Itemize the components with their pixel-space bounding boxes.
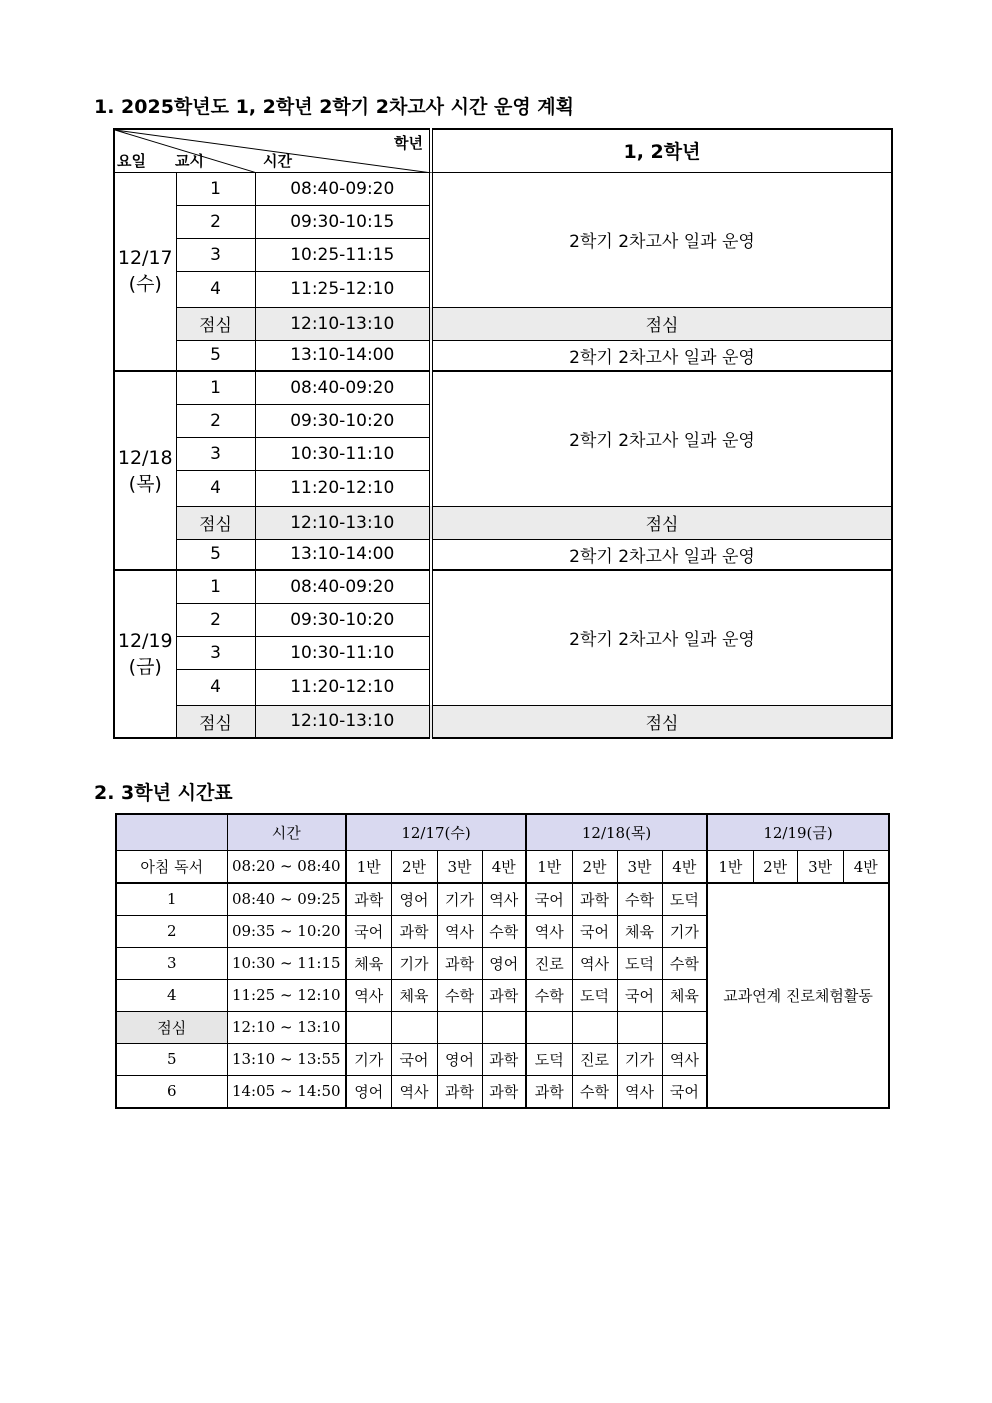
subject-cell: 과학: [526, 1075, 572, 1108]
time-cell: 12:10-13:10: [255, 705, 431, 738]
class-header-cell: 2반: [391, 850, 437, 883]
time-cell: 12:10 ~ 13:10: [227, 1011, 346, 1043]
subject-cell: 영어: [346, 1075, 391, 1108]
period-cell: 4: [116, 979, 227, 1011]
day-cell: [114, 172, 176, 371]
time-cell: 12:10-13:10: [255, 506, 431, 539]
subject-cell: 체육: [617, 915, 662, 947]
class-header-cell: 3반: [437, 850, 482, 883]
timetable-header-row: [116, 814, 889, 850]
period-cell: 3: [116, 947, 227, 979]
day-label: 요일: [117, 151, 146, 170]
lunch-cell: 점심: [431, 705, 892, 738]
period-cell: 5: [116, 1043, 227, 1075]
time-label: 시간: [263, 151, 292, 170]
subject-cell: 과학: [482, 1075, 526, 1108]
subject-cell: 국어: [617, 979, 662, 1011]
class-header-cell: 1반: [346, 850, 391, 883]
day-weekday: (수): [128, 273, 162, 296]
period-cell: 5: [176, 539, 255, 570]
time-cell: 08:40 ~ 09:25: [227, 883, 346, 916]
section1-heading: 1. 2025학년도 1, 2학년 2학기 2차고사 시간 운영 계획: [94, 96, 575, 118]
exam-block-cell: 2학기 2차고사 일과 운영: [431, 340, 892, 371]
subject-cell: 과학: [572, 883, 617, 916]
time-cell: 13:10-14:00: [255, 539, 431, 570]
time-cell: 10:30-11:10: [255, 636, 431, 669]
exam-period-row: [114, 570, 892, 603]
period-cell: 1: [176, 371, 255, 404]
period-cell: 4: [176, 470, 255, 506]
exam-period-row: [114, 307, 892, 340]
subject-cell: 수학: [662, 947, 707, 979]
exam-period-row: [114, 371, 892, 404]
subject-cell: [617, 1011, 662, 1043]
time-cell: 12:10-13:10: [255, 307, 431, 340]
period-cell: 2: [176, 404, 255, 437]
subject-cell: 수학: [482, 915, 526, 947]
day-weekday: (금): [128, 656, 162, 678]
exam-period-row: [114, 506, 892, 539]
time-cell: 10:30-11:10: [255, 437, 431, 470]
subject-cell: 역사: [617, 1075, 662, 1108]
period-cell: 3: [176, 437, 255, 470]
subject-cell: 기가: [662, 915, 707, 947]
subject-cell: 영어: [391, 883, 437, 916]
subject-cell: 기가: [346, 1043, 391, 1075]
subject-cell: 과학: [437, 947, 482, 979]
exam-block-cell: 2학기 2차고사 일과 운영: [431, 371, 892, 506]
class-header-cell: 3반: [797, 850, 843, 883]
class-header-cell: 1반: [526, 850, 572, 883]
exam-block-cell: 2학기 2차고사 일과 운영: [431, 172, 892, 307]
time-cell: 11:25-12:10: [255, 271, 431, 307]
period-cell: 점심: [176, 506, 255, 539]
subject-cell: 기가: [391, 947, 437, 979]
subject-cell: [482, 1011, 526, 1043]
time-cell: 11:20-12:10: [255, 470, 431, 506]
class-header-cell: 4반: [662, 850, 707, 883]
subject-cell: 영어: [482, 947, 526, 979]
day-weekday: (목): [128, 472, 162, 495]
day-header: 12/17(수): [346, 814, 526, 850]
period-cell: 2: [176, 603, 255, 636]
lunch-cell: 점심: [431, 506, 892, 539]
class-header-cell: 1반: [707, 850, 753, 883]
period-cell: 4: [176, 271, 255, 307]
subject-cell: [391, 1011, 437, 1043]
period-cell: 점심: [116, 1011, 227, 1043]
subject-cell: 역사: [346, 979, 391, 1011]
subject-cell: [572, 1011, 617, 1043]
class-header-cell: 2반: [753, 850, 797, 883]
time-header: 시간: [227, 814, 346, 850]
subject-cell: 체육: [346, 947, 391, 979]
period-cell: 6: [116, 1075, 227, 1108]
subject-cell: 역사: [482, 883, 526, 916]
period-cell: 3: [176, 238, 255, 271]
time-cell: 14:05 ~ 14:50: [227, 1075, 346, 1108]
exam-schedule-table: [113, 128, 893, 739]
exam-period-row: [114, 705, 892, 738]
exam-period-row: [114, 340, 892, 371]
class-header-cell: 2반: [572, 850, 617, 883]
subject-cell: 영어: [437, 1043, 482, 1075]
subject-cell: 역사: [572, 947, 617, 979]
exam-period-row: [114, 539, 892, 570]
exam-table-header: [114, 129, 892, 172]
time-cell: 08:40-09:20: [255, 371, 431, 404]
subject-cell: 기가: [437, 883, 482, 916]
subject-cell: 과학: [346, 883, 391, 916]
day-header: 12/19(금): [707, 814, 889, 850]
friday-activity-cell: 교과연계 진로체험활동: [707, 883, 889, 1108]
subject-cell: 역사: [526, 915, 572, 947]
subject-cell: 체육: [662, 979, 707, 1011]
subject-cell: 역사: [662, 1043, 707, 1075]
period-cell: 2: [176, 205, 255, 238]
subject-cell: 국어: [572, 915, 617, 947]
time-cell: 08:40-09:20: [255, 570, 431, 603]
subject-cell: 도덕: [572, 979, 617, 1011]
time-cell: 09:30-10:20: [255, 404, 431, 437]
class-header-cell: 4반: [482, 850, 526, 883]
subject-cell: 진로: [526, 947, 572, 979]
lunch-cell: 점심: [431, 307, 892, 340]
subject-cell: 과학: [437, 1075, 482, 1108]
subject-cell: 국어: [526, 883, 572, 916]
morning-reading-time: 08:20 ~ 08:40: [227, 850, 346, 883]
time-cell: 11:20-12:10: [255, 669, 431, 705]
subject-cell: 역사: [391, 1075, 437, 1108]
class-header-cell: 3반: [617, 850, 662, 883]
grade-label: 학년: [394, 134, 423, 152]
subject-cell: [526, 1011, 572, 1043]
period-cell: 3: [176, 636, 255, 669]
grade3-timetable: [115, 813, 890, 1109]
subject-cell: 기가: [617, 1043, 662, 1075]
period-cell: 1: [176, 172, 255, 205]
subject-cell: 수학: [526, 979, 572, 1011]
time-cell: 10:30 ~ 11:15: [227, 947, 346, 979]
subject-cell: 도덕: [662, 883, 707, 916]
subject-cell: 과학: [482, 1043, 526, 1075]
exam-block-cell: 2학기 2차고사 일과 운영: [431, 539, 892, 570]
timetable-row: [116, 883, 889, 916]
time-cell: 09:30-10:20: [255, 603, 431, 636]
subject-cell: 체육: [391, 979, 437, 1011]
time-cell: 10:25-11:15: [255, 238, 431, 271]
exam-block-cell: 2학기 2차고사 일과 운영: [431, 570, 892, 705]
section2-heading: 2. 3학년 시간표: [94, 782, 233, 804]
subject-cell: [662, 1011, 707, 1043]
subject-cell: [346, 1011, 391, 1043]
day-date: 12/19: [117, 630, 173, 652]
subject-cell: 도덕: [526, 1043, 572, 1075]
day-cell: [114, 371, 176, 570]
diagonal-header-cell: [114, 129, 431, 172]
subject-cell: 수학: [437, 979, 482, 1011]
subject-cell: [437, 1011, 482, 1043]
subject-cell: 수학: [572, 1075, 617, 1108]
subject-cell: 국어: [662, 1075, 707, 1108]
day-date: 12/17: [117, 247, 173, 270]
subject-cell: 과학: [482, 979, 526, 1011]
subject-cell: 도덕: [617, 947, 662, 979]
time-cell: 13:10 ~ 13:55: [227, 1043, 346, 1075]
subject-cell: 진로: [572, 1043, 617, 1075]
period-cell: 4: [176, 669, 255, 705]
subject-cell: 수학: [617, 883, 662, 916]
period-label: 교시: [175, 151, 204, 170]
period-cell: 점심: [176, 307, 255, 340]
morning-reading-label: 아침 독서: [116, 850, 227, 883]
period-cell: 1: [116, 883, 227, 916]
day-cell: [114, 570, 176, 738]
grades-header: 1, 2학년: [431, 129, 892, 172]
day-date: 12/18: [117, 446, 173, 469]
time-cell: 11:25 ~ 12:10: [227, 979, 346, 1011]
day-header: 12/18(목): [526, 814, 707, 850]
subject-cell: 국어: [391, 1043, 437, 1075]
blank-header-cell: [116, 814, 227, 850]
period-cell: 점심: [176, 705, 255, 738]
time-cell: 08:40-09:20: [255, 172, 431, 205]
period-cell: 1: [176, 570, 255, 603]
class-header-row: [116, 850, 889, 883]
subject-cell: 역사: [437, 915, 482, 947]
time-cell: 09:35 ~ 10:20: [227, 915, 346, 947]
exam-period-row: [114, 172, 892, 205]
subject-cell: 국어: [346, 915, 391, 947]
subject-cell: 과학: [391, 915, 437, 947]
period-cell: 5: [176, 340, 255, 371]
class-header-cell: 4반: [843, 850, 889, 883]
time-cell: 13:10-14:00: [255, 340, 431, 371]
time-cell: 09:30-10:15: [255, 205, 431, 238]
period-cell: 2: [116, 915, 227, 947]
